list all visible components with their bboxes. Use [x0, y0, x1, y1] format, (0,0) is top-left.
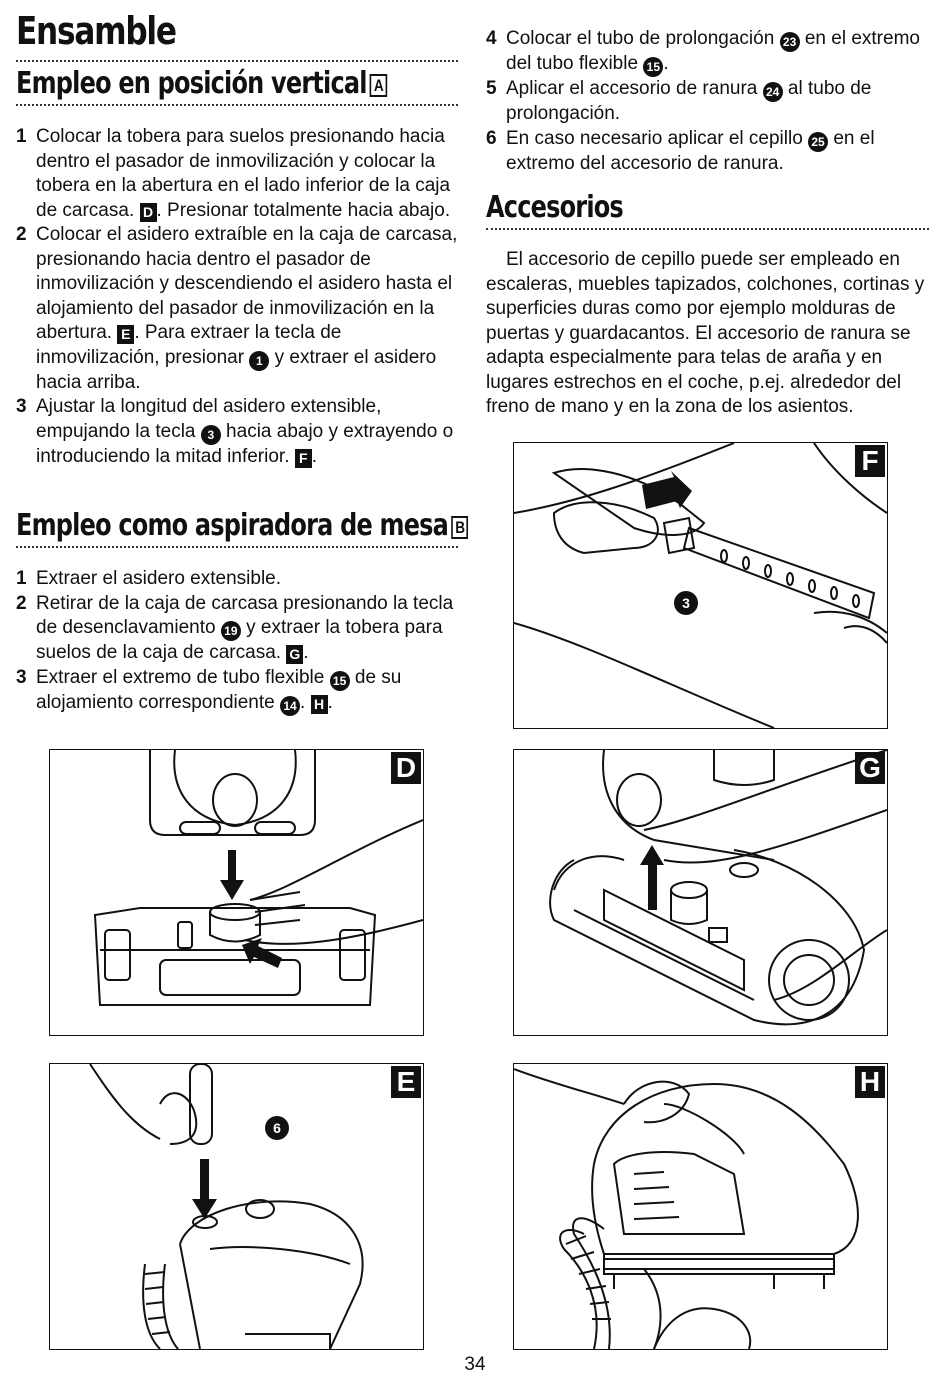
section-a-steps [16, 125, 458, 469]
section-b-steps-continued [486, 27, 926, 176]
figure-e-illustration [50, 1064, 423, 1349]
step-text: . Para extraer la tecla de inmovilización, presionar [36, 322, 342, 368]
step-text: de su alojamiento correspondiente [36, 666, 402, 713]
figure-f-illustration [514, 443, 887, 728]
step-number: 4 [486, 28, 497, 49]
part-number-callout: 14 [280, 696, 300, 716]
step-item [16, 567, 458, 592]
figure-f-callout: 3 [674, 591, 698, 615]
step-text: . [311, 445, 318, 467]
part-number-callout: 15 [643, 57, 663, 77]
figure-g-label: G [855, 752, 885, 784]
figure-e-label: E [391, 1066, 421, 1098]
figure-reference: G [286, 645, 303, 664]
part-number-callout: 3 [201, 425, 221, 445]
step-text: en el extremo del tubo flexible [506, 28, 920, 74]
section-b-heading-text: Empleo como aspiradora de mesa [16, 508, 449, 543]
figure-reference: E [117, 325, 134, 344]
step-text: Colocar el asidero extraíble en la caja de carcasa, presionando hacia dentro el pasador de inmovilización y descendiendo el asidero hasta el alojamiento del pasador de inmovilización en la abertura. [36, 224, 458, 343]
step-number: 2 [16, 224, 27, 245]
step-text: Colocar el tubo de prolongación [506, 28, 780, 49]
part-number-callout: 1 [249, 351, 269, 371]
step-text: Extraer el extremo de tubo flexible [36, 666, 330, 688]
figure-reference: D [140, 203, 157, 222]
step-text: Extraer el asidero extensible. [36, 568, 282, 589]
figure-d [49, 749, 424, 1036]
step-item [486, 127, 926, 177]
step-text: En caso necesario aplicar el cepillo [506, 127, 809, 149]
figure-reference: H [311, 695, 328, 714]
page-title: Ensamble [16, 9, 176, 53]
step-text: Retirar de la caja de carcasa presionando la tecla de desenclavamiento [36, 592, 454, 638]
step-item [16, 666, 458, 716]
section-b-badge: B [451, 516, 468, 539]
part-number-callout: 23 [780, 32, 800, 52]
step-text: . [300, 691, 311, 713]
step-text: Colocar la tobera para suelos presionando hacia dentro el pasador de inmovilización y colocar la tobera en la abertura en el lado inferior de la caja de carcasa. [36, 126, 451, 221]
step-number: 1 [16, 568, 27, 589]
step-number: 2 [16, 592, 27, 614]
section-b-steps [16, 567, 458, 716]
step-text: y extraer la tobera para suelos de la caja de carcasa. [36, 617, 443, 663]
part-number-callout: 15 [330, 671, 350, 691]
step-text: Ajustar la longitud del asidero extensible, empujando la tecla [36, 396, 382, 442]
accesorios-text: El accesorio de cepillo puede ser empleado en escaleras, muebles tapizados, colchones, cortinas y superficies duras como por ejemplo molduras de puertas y guardacantos. El accesorio de ranura se adapta especialmente para telas de araña y en lugares estrechos en el coche, p.ej. alrededor del freno de mano y en la zona de los asientos. [486, 249, 925, 417]
step-number: 3 [16, 396, 27, 417]
step-text: . Presionar totalmente hacia abajo. [156, 199, 451, 221]
part-number-callout: 19 [221, 621, 241, 641]
page-number: 34 [464, 1354, 486, 1375]
section-a-heading [16, 66, 387, 102]
step-item [16, 125, 458, 223]
figure-g [513, 749, 888, 1036]
step-text: . [663, 53, 669, 74]
figure-h [513, 1063, 888, 1350]
step-number: 3 [16, 666, 27, 688]
figure-h-label: H [855, 1066, 885, 1098]
section-a-heading-text: Empleo en posición vertical [16, 66, 367, 101]
title-rule [16, 60, 458, 62]
section-b-heading [16, 508, 468, 544]
figure-g-illustration [514, 750, 887, 1035]
step-number: 5 [486, 78, 497, 99]
figure-h-illustration [514, 1064, 887, 1349]
step-item [16, 395, 458, 469]
section-a-rule [16, 104, 458, 106]
figure-f-label: F [855, 445, 885, 477]
step-text: . [303, 642, 309, 663]
accesorios-rule [486, 228, 929, 230]
figure-e [49, 1063, 424, 1350]
step-text: en el extremo del accesorio de ranura. [506, 127, 875, 174]
step-item [486, 27, 926, 77]
section-a-badge: A [370, 74, 387, 97]
figure-f [513, 442, 888, 729]
step-item [486, 77, 926, 127]
step-text: al tubo de prolongación. [506, 78, 872, 124]
accesorios-heading: Accesorios [486, 190, 623, 225]
step-item [16, 223, 458, 395]
step-text: . [327, 691, 333, 713]
figure-d-label: D [391, 752, 421, 784]
figure-e-callout: 6 [265, 1116, 289, 1140]
step-number: 6 [486, 127, 497, 149]
step-text: Aplicar el accesorio de ranura [506, 78, 763, 99]
step-number: 1 [16, 126, 27, 147]
step-item [16, 592, 458, 666]
section-b-rule [16, 546, 458, 548]
figure-d-illustration [50, 750, 423, 1035]
step-text: hacia abajo y extrayendo o introduciendo la mitad inferior. [36, 420, 454, 467]
step-text: y extraer el asidero hacia arriba. [36, 346, 437, 393]
part-number-callout: 24 [763, 82, 783, 102]
figure-reference: F [295, 449, 312, 468]
part-number-callout: 25 [808, 132, 828, 152]
